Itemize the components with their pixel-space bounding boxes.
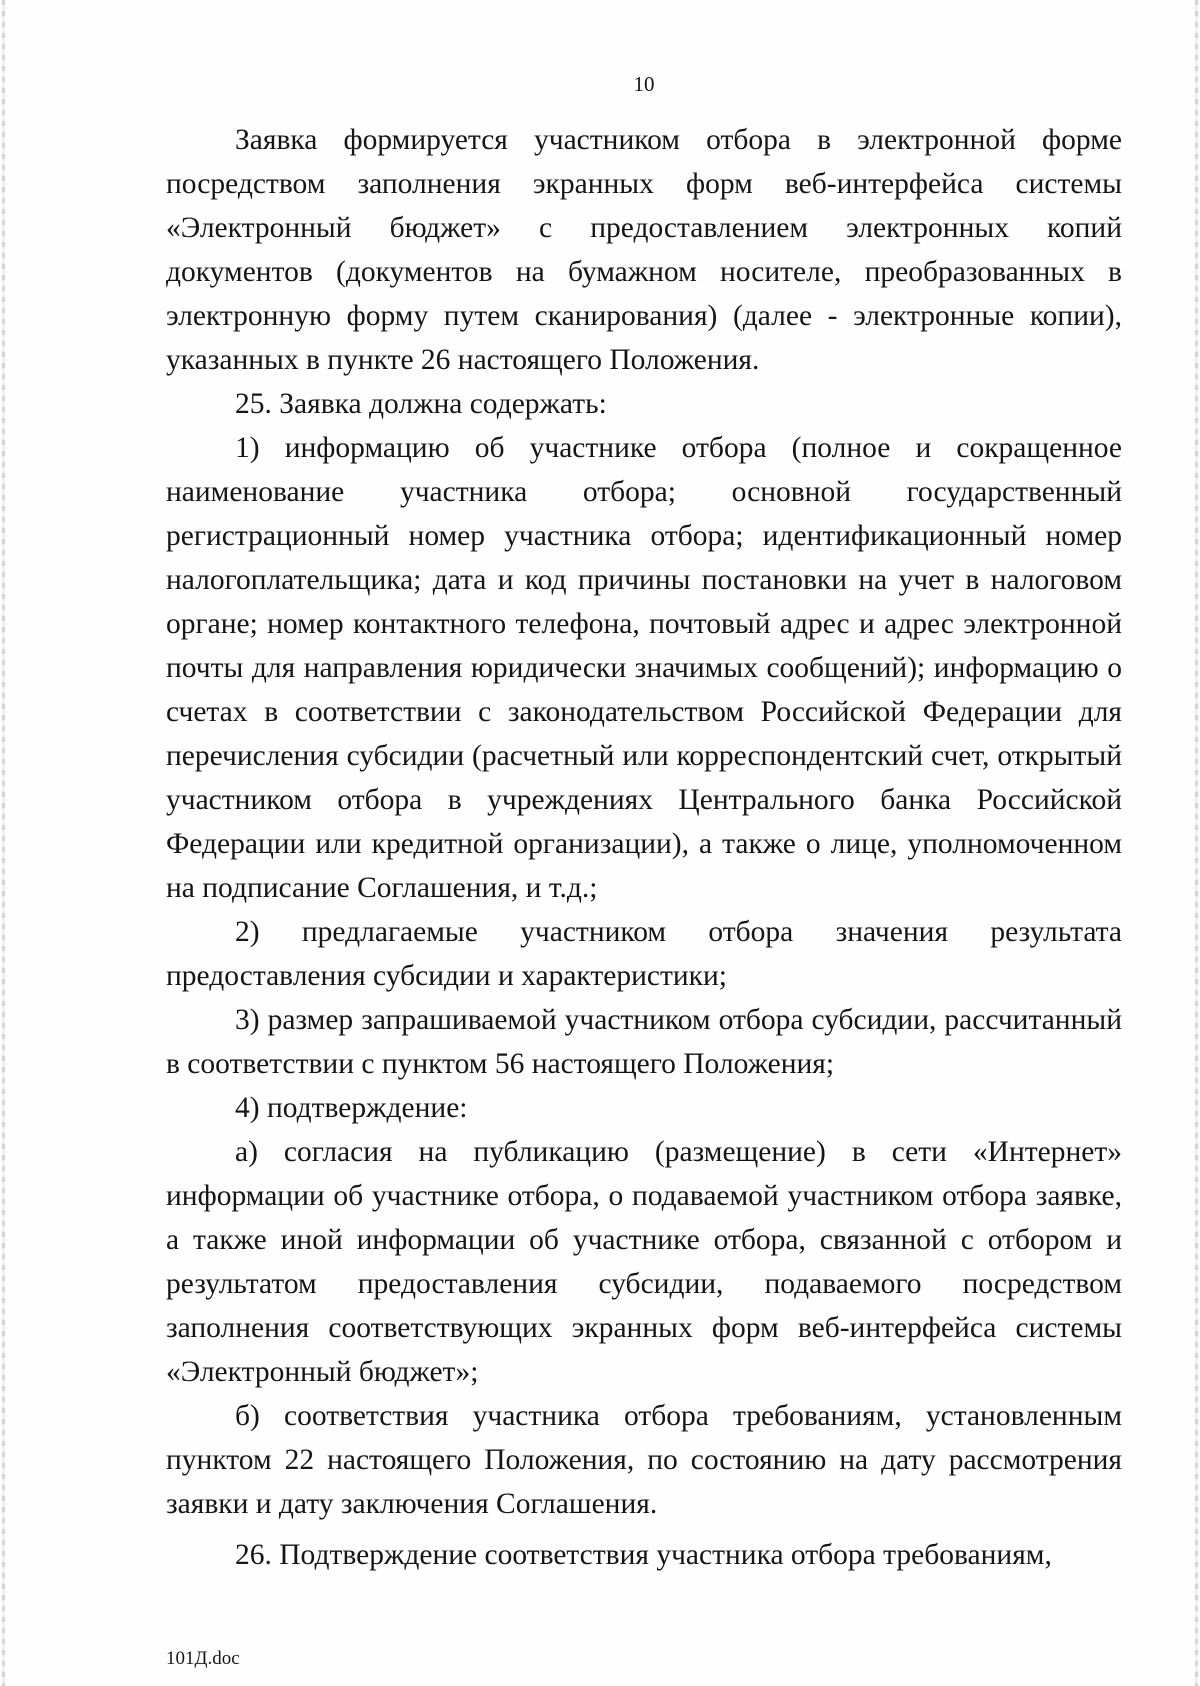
- paragraph-item-3: 3) размер запрашиваемой участником отбора субсидии, рассчитанный в соответствии с пунктом 56 настоящего Положения;: [166, 1004, 1122, 1080]
- page-number: 10: [633, 72, 655, 96]
- body-text: [166, 118, 1122, 1577]
- paragraph-item-4b: б) соответствия участника отбора требованиям, установленным пунктом 22 настоящего Положения, по состоянию на дату рассмотрения заявки и дату заключения Соглашения.: [166, 1400, 1122, 1520]
- paragraph-item-4a: а) согласия на публикацию (размещение) в сети «Интернет» информации об участнике отбора, о подаваемой участником отбора заявке, а также иной информации об участнике отбора, связанной с отбором и результатом предоставления субсидии, подаваемого посредством заполнения соответствующих экранных форм веб-интерфейса системы «Электронный бюджет»;: [166, 1136, 1122, 1388]
- paragraph-25-heading: 25. Заявка должна содержать:: [235, 388, 607, 420]
- scan-edge-left: [2, 0, 5, 1686]
- paragraph-item-2: 2) предлагаемые участником отбора значения результата предоставления субсидии и характеристики;: [166, 916, 1122, 992]
- paragraph-item-4: 4) подтверждение:: [235, 1092, 468, 1124]
- scan-edge-right: [1195, 0, 1198, 1686]
- paragraph-26: 26. Подтверждение соответствия участника отбора требованиям,: [235, 1539, 1052, 1571]
- paragraph-item-1: 1) информацию об участнике отбора (полное и сокращенное наименование участника отбора; основной государственный регистрационный номер участника отбора; идентификационный номер налогоплательщика; дата и код причины постановки на учет в налоговом органе; номер контактного телефона, почтовый адрес и адрес электронной почты для направления юридически значимых сообщений); информацию о счетах в соответствии с законодательством Российской Федерации для перечисления субсидии (расчетный или корреспондентский счет, открытый участником отбора в учреждениях Центрального банка Российской Федерации или кредитной организации), а также о лице, уполномоченном на подписание Соглашения, и т.д.;: [166, 432, 1122, 904]
- paragraph-application-form: Заявка формируется участником отбора в электронной форме посредством заполнения экранных форм веб-интерфейса системы «Электронный бюджет» с предоставлением электронных копий документов (документов на бумажном носителе, преобразованных в электронную форму путем сканирования) (далее - электронные копии), указанных в пункте 26 настоящего Положения.: [166, 124, 1122, 376]
- file-name-footer: 101Д.doc: [166, 1648, 240, 1669]
